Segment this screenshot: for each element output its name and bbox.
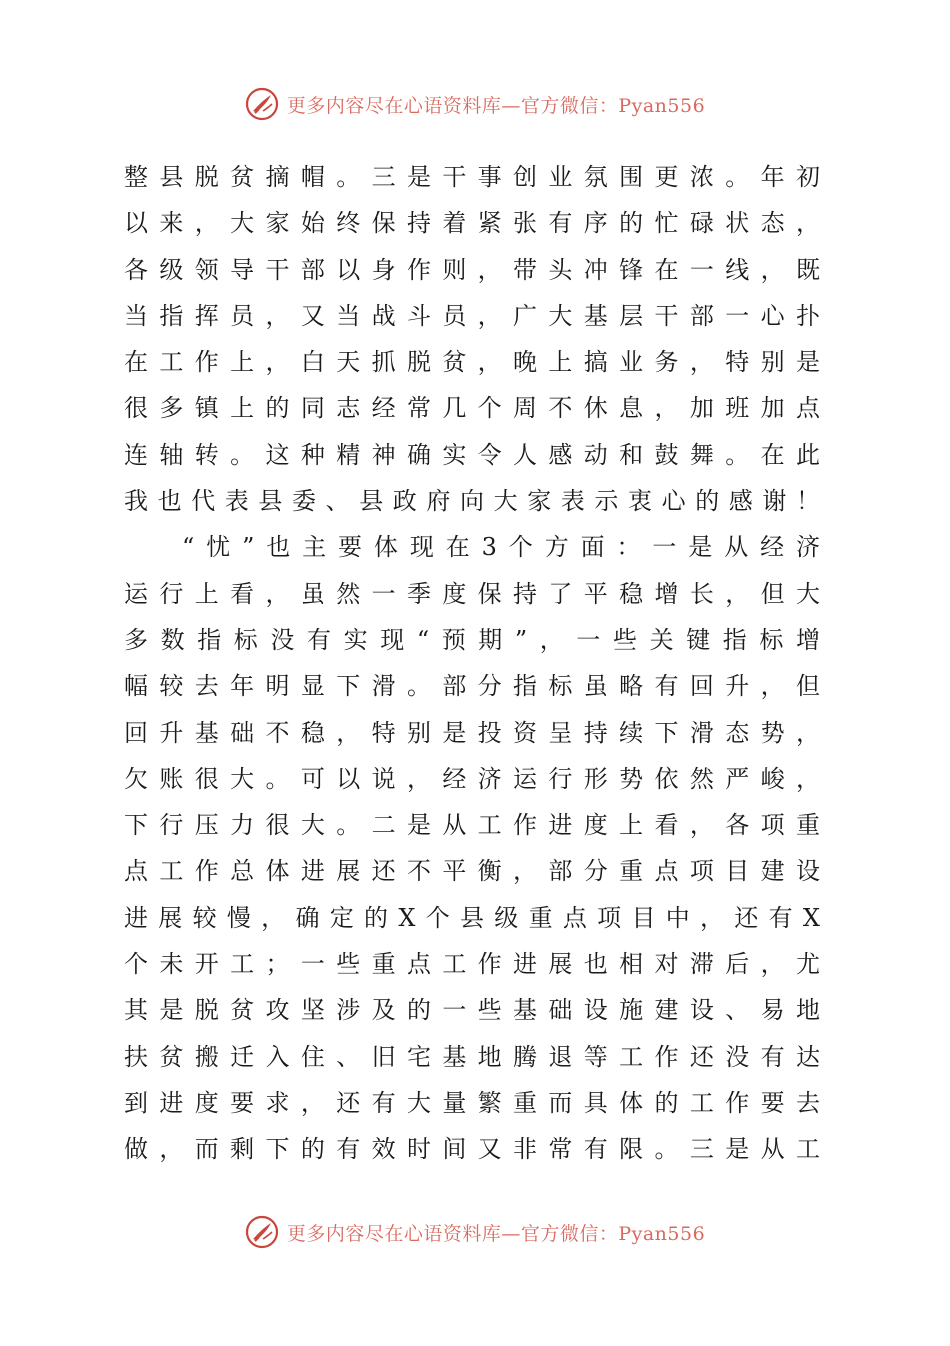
- pen-quill-logo-icon: [245, 1215, 279, 1249]
- body-line: 回升基础不稳，特别是投资呈持续下滑态势，: [124, 718, 820, 747]
- body-line: 连轴转。这种精神确实令人感动和鼓舞。在此: [124, 440, 820, 469]
- body-line: 个未开工；一些重点工作进展也相对滞后，尤: [124, 950, 820, 979]
- body-line: 其是脱贫攻坚涉及的一些基础设施建设、易地: [124, 996, 820, 1025]
- body-line: 到进度要求，还有大量繁重而具体的工作要去: [124, 1088, 820, 1117]
- body-line: 进展较慢，确定的X个县级重点项目中，还有X: [124, 903, 820, 932]
- body-line: 在工作上，白天抓脱贫，晚上搞业务，特别是: [124, 348, 820, 377]
- pen-quill-logo-icon: [245, 87, 279, 121]
- body-line: 运行上看，虽然一季度保持了平稳增长，但大: [124, 579, 820, 608]
- body-line: 多数指标没有实现“预期”，一些关键指标增: [124, 625, 820, 654]
- body-line-paragraph-start: “忧”也主要体现在3个方面：一是从经济: [182, 533, 820, 562]
- body-line: 很多镇上的同志经常几个周不休息，加班加点: [124, 394, 820, 423]
- body-line: 以来，大家始终保持着紧张有序的忙碌状态，: [124, 209, 820, 238]
- body-line: 当指挥员，又当战斗员，广大基层干部一心扑: [124, 301, 820, 330]
- body-line: 欠账很大。可以说，经济运行形势依然严峻，: [124, 764, 820, 793]
- body-line: 各级领导干部以身作则，带头冲锋在一线，既: [124, 255, 820, 284]
- body-line: 整县脱贫摘帽。三是干事创业氛围更浓。年初: [124, 163, 820, 191]
- document-body: [124, 154, 820, 1173]
- footer-banner: [0, 1210, 950, 1254]
- footer-banner-text: 更多内容尽在心语资料库—官方微信：Pyan556: [286, 1222, 706, 1245]
- body-line: 扶贫搬迁入住、旧宅基地腾退等工作还没有达: [124, 1042, 820, 1071]
- body-line: 做，而剩下的有效时间又非常有限。三是从工: [124, 1135, 820, 1164]
- header-banner-text: 更多内容尽在心语资料库—官方微信：Pyan556: [286, 94, 706, 117]
- body-line: 我也代表县委、县政府向大家表示衷心的感谢！: [124, 487, 820, 516]
- header-banner: [0, 82, 950, 126]
- body-line: 下行压力很大。二是从工作进度上看，各项重: [124, 811, 820, 840]
- body-line: 点工作总体进展还不平衡，部分重点项目建设: [124, 857, 820, 886]
- body-line: 幅较去年明显下滑。部分指标虽略有回升，但: [124, 672, 820, 701]
